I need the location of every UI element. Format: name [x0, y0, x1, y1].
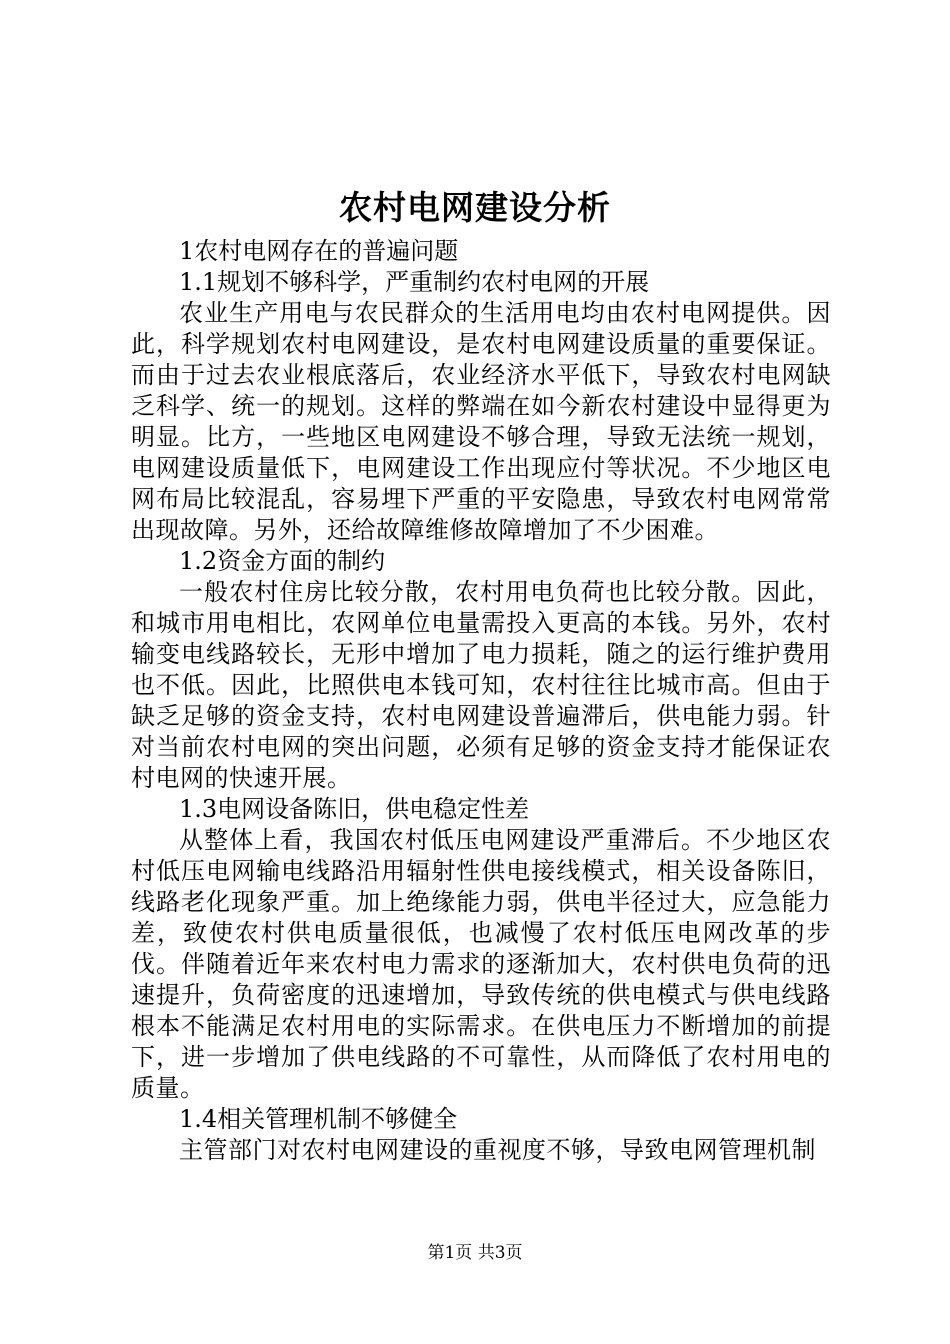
section-heading-1-3: 1.3电网设备陈旧，供电稳定性差 — [179, 795, 530, 823]
section-heading-1-1: 1.1规划不够科学，严重制约农村电网的开展 — [179, 268, 650, 296]
page-footer: 第1页 共3页 — [427, 1243, 523, 1263]
paragraph-management: 主管部门对农村电网建设的重视度不够，导致电网管理机制 — [179, 1136, 816, 1164]
paragraph-equipment: 从整体上看，我国农村低压电网建设严重滞后。不少地区农村低压电网输电线路沿用辐射性供电接线模式，相关设备陈旧，线路老化现象严重。加上绝缘能力弱，供电半径过大，应急能力差，致使农村供电质量很低，也减慢了农村低压电网改革的步伐。伴随着近年来农村电力需求的逐渐加大，农村供电负荷的迅速提升，负荷密度的迅速增加，导致传统的供电模式与供电线路根本不能满足农村用电的实际需求。在供电压力不断增加的前提下，进一步增加了供电线路的不可靠性，从而降低了农村用电的质量。 — [131, 826, 831, 1102]
paragraph-planning: 农业生产用电与农民群众的生活用电均由农村电网提供。因此，科学规划农村电网建设，是农村电网建设质量的重要保证。而由于过去农业根底落后，农业经济水平低下，导致农村电网缺乏科学、统一的规划。这样的弊端在如今新农村建设中显得更为明显。比方，一些地区电网建设不够合理，导致无法统一规划，电网建设质量低下，电网建设工作出现应付等状况。不少地区电网布局比较混乱，容易埋下严重的平安隐患，导致农村电网常常出现故障。另外，还给故障维修故障增加了不少困难。 — [131, 299, 831, 544]
section-heading-1-2: 1.2资金方面的制约 — [179, 547, 386, 575]
paragraph-funding: 一般农村住房比较分散，农村用电负荷也比较分散。因此，和城市用电相比，农网单位电量需投入更高的本钱。另外，农村输变电线路较长，无形中增加了电力损耗，随之的运行维护费用也不低。因此，比照供电本钱可知，农村往往比城市高。但由于缺乏足够的资金支持，农村电网建设普遍滞后，供电能力弱。针对当前农村电网的突出问题，必须有足够的资金支持才能保证农村电网的快速开展。 — [131, 578, 831, 792]
section-heading-1-4: 1.4相关管理机制不够健全 — [179, 1105, 458, 1133]
section-heading-1: 1农村电网存在的普遍问题 — [179, 237, 459, 265]
document-body — [131, 236, 831, 1166]
document-title: 农村电网建设分析 — [339, 188, 611, 227]
